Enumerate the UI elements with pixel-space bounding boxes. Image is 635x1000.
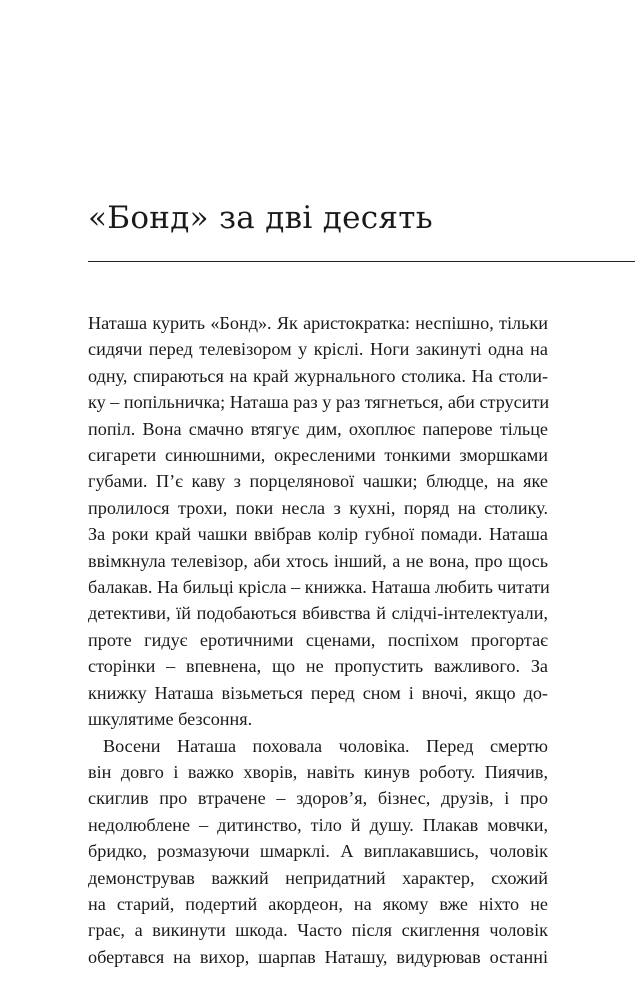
text-line: одну, спираються на край журнального столика. На столи- (88, 365, 548, 386)
text-line: попіл. Вона смачно втягує дим, охоплює паперове тільце (88, 418, 548, 439)
text-line: скиглив про втрачене – здоров’я, бізнес, друзів, і про (88, 788, 548, 809)
text-line: шкулятиме безсоння. (88, 709, 253, 730)
text-line: грає, а викинути шкода. Часто після скиглення чоловік (88, 920, 548, 941)
text-line: демонстрував важкий непридатний характер, схожий (88, 867, 548, 888)
text-line: балакав. На бильці крісла – книжка. Наташа любить читати (88, 577, 550, 598)
paragraph-1 (88, 310, 548, 733)
paragraph-2 (88, 733, 548, 971)
text-line: За роки край чашки ввібрав колір губної помади. Наташа (88, 524, 548, 545)
text-line: недолюблене – дитинство, тіло й душу. Плакав мовчки, (88, 814, 548, 835)
text-line: сидячи перед телевізором у кріслі. Ноги закинуті одна на (88, 339, 548, 360)
text-line: обертався на вихор, шарпав Наташу, видурював останні (88, 946, 548, 967)
text-line: губами. П’є каву з порцелянової чашки; блюдце, на яке (88, 471, 548, 492)
text-line: він довго і важко хворів, навіть кинув роботу. Пиячив, (88, 761, 548, 782)
text-line: бридко, розмазуючи шмарклі. А виплакавшись, чоловік (88, 841, 548, 862)
text-line: сигарети синюшними, окресленими тонкими зморшками (88, 445, 548, 466)
body-text (88, 310, 548, 970)
text-line: проте гидує еротичними сценами, поспіхом прогортає (88, 629, 548, 650)
text-line: Восени Наташа поховала чоловіка. Перед смертю (103, 735, 548, 756)
title-divider (88, 261, 635, 262)
chapter-title: «Бонд» за дві десять (88, 200, 433, 236)
text-line: ввімкнула телевізор, аби хтось інший, а не вона, про щось (88, 550, 548, 571)
text-line: сторінки – впевнена, що не пропустить важливого. За (88, 656, 548, 677)
text-line: на старий, подертий акордеон, на якому вже ніхто не (88, 893, 548, 914)
text-line: Наташа курить «Бонд». Як аристократка: неспішно, тільки (88, 313, 548, 333)
text-line: пролилося трохи, поки несла з кухні, поряд на столику. (88, 497, 548, 518)
text-line: ку – попільничка; Наташа раз у раз тягнеться, аби струсити (88, 392, 550, 413)
text-line: детективи, їй подобаються вбивства й слідчі-інтелектуали, (88, 603, 548, 624)
text-line: книжку Наташа візьметься перед сном і вночі, якщо до- (88, 682, 548, 703)
